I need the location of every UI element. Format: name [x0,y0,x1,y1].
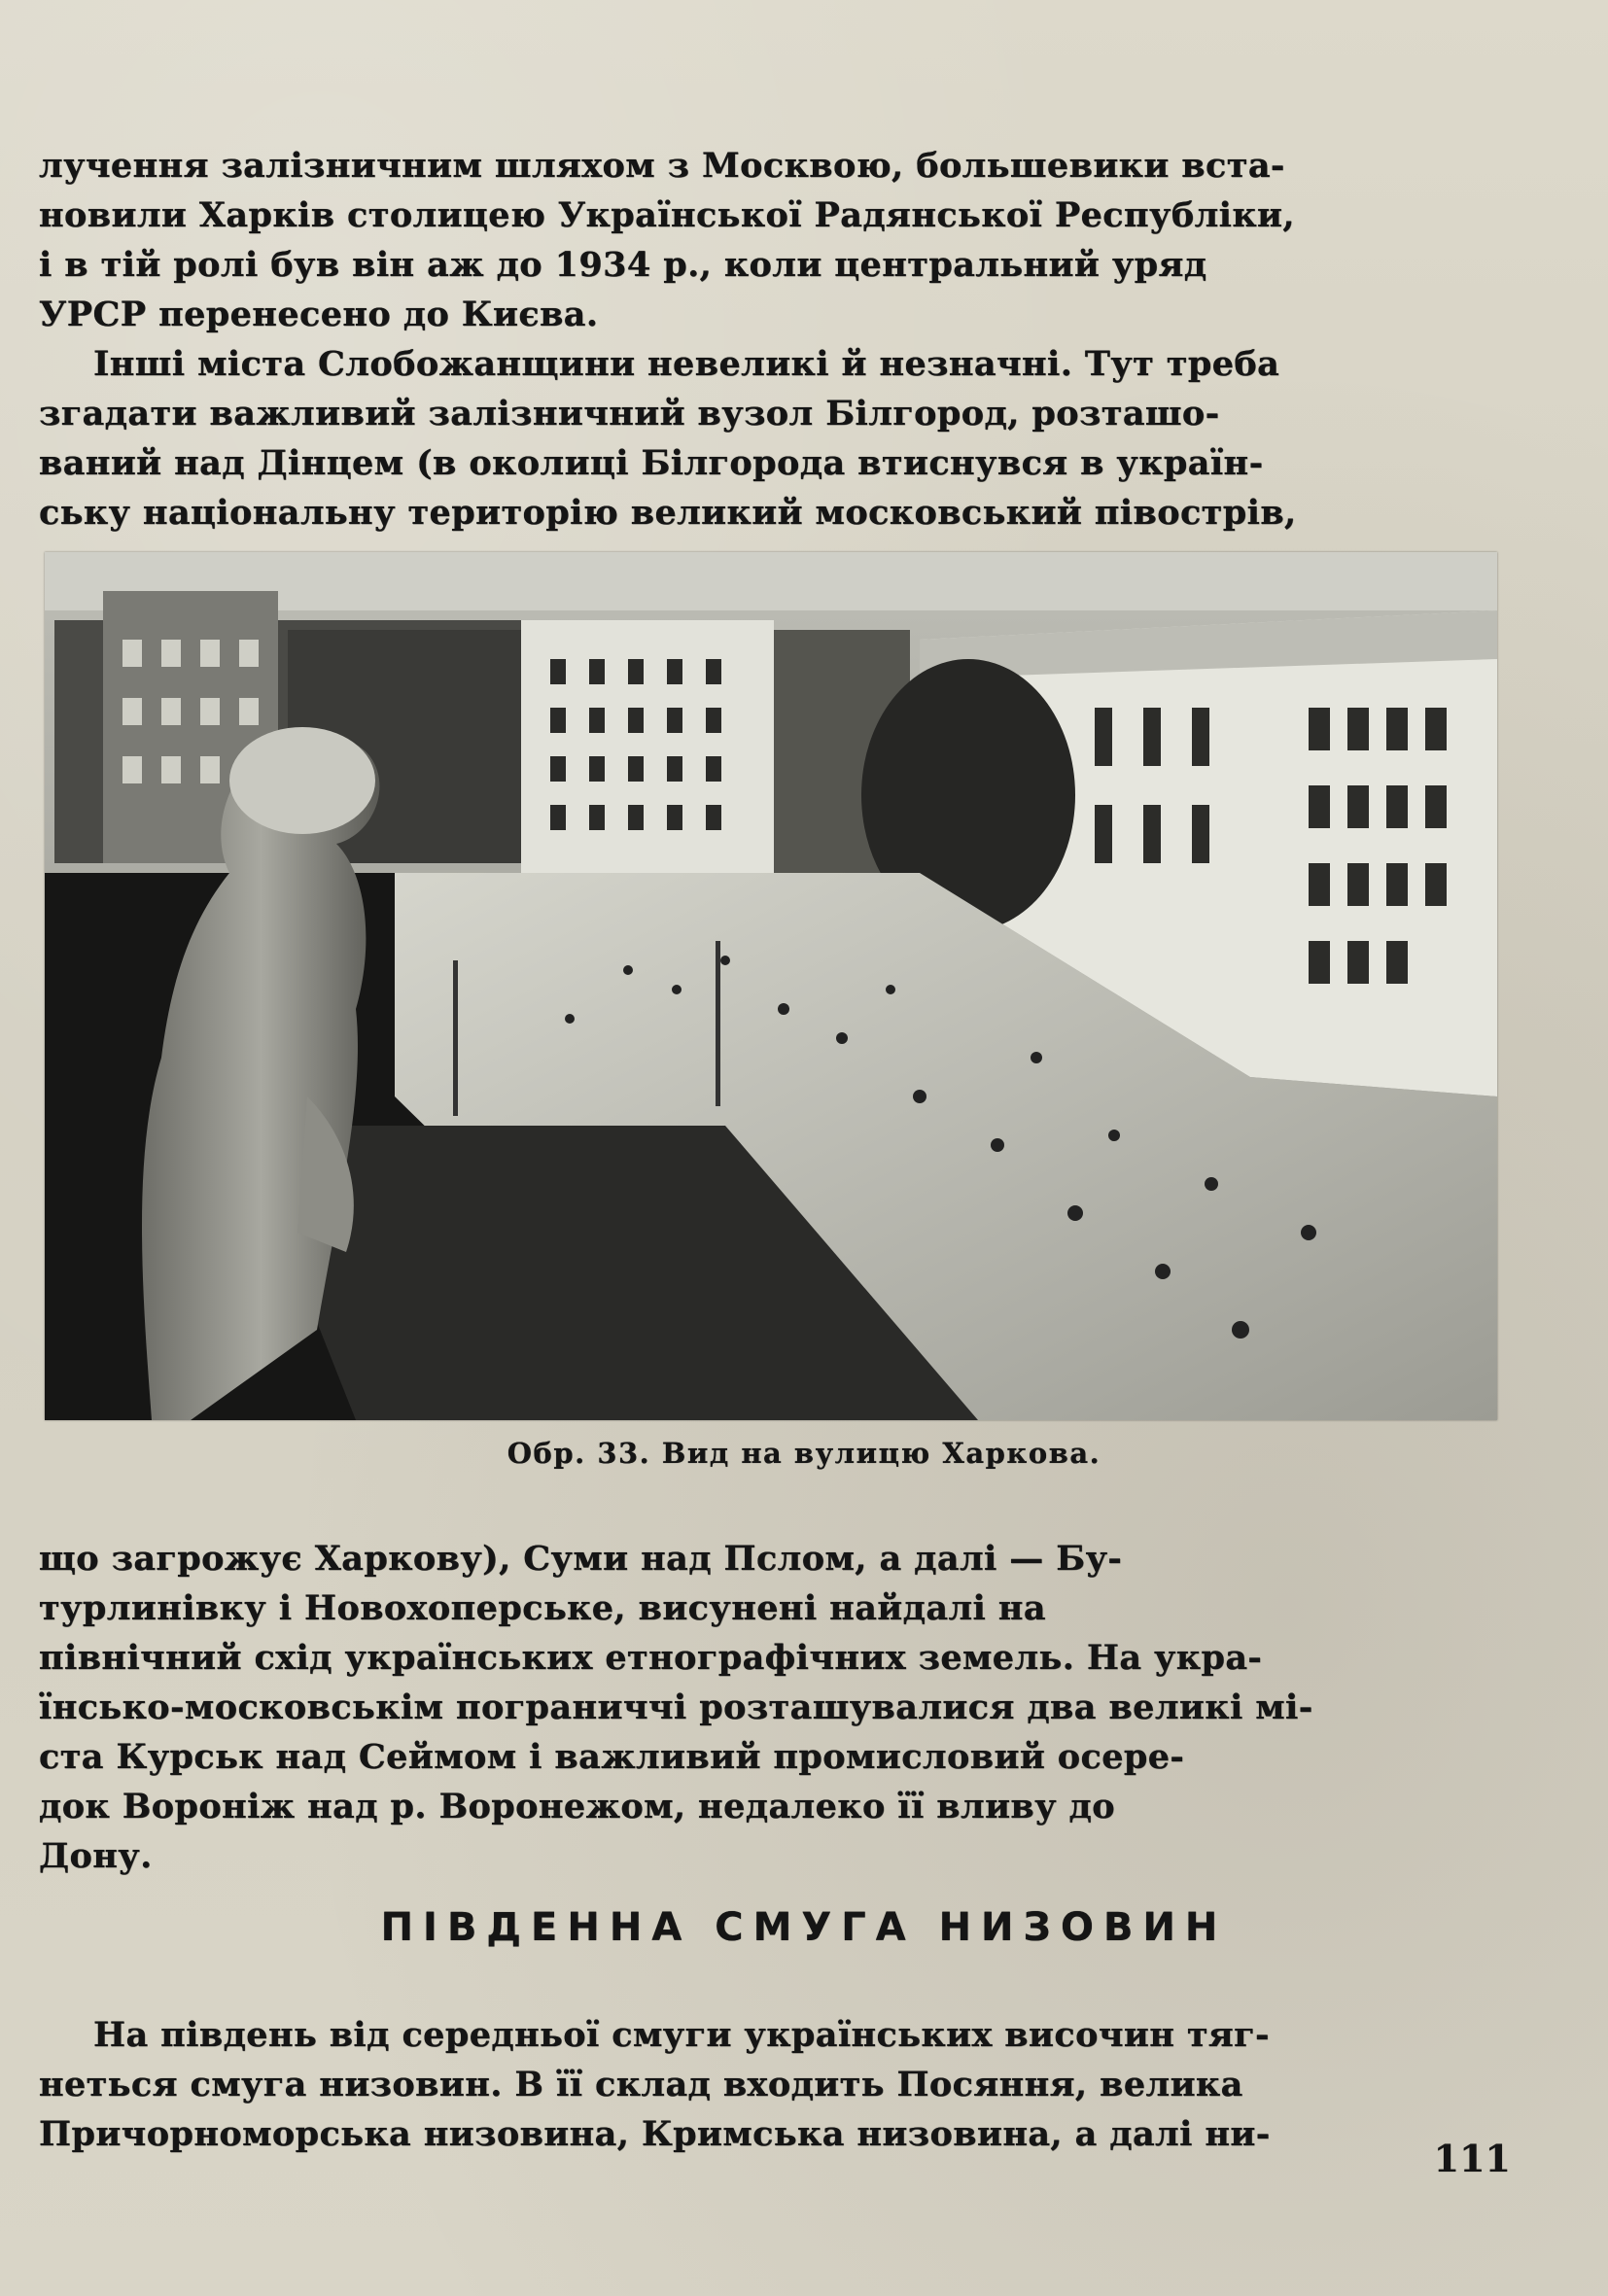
continuation-paragraph [39,1534,1497,1881]
text-line: згадати важливий залізничний вузол Білгород, розташо- [39,394,1220,434]
section-heading: ПІВДЕННА СМУГА НИЗОВИН [380,1905,1228,1950]
text-line: ську національну територію великий московський півострів, [39,493,1297,533]
text-line: Інші міста Слобожанщини невеликі й незначні. Тут треба [93,344,1280,384]
text-line: і в тій ролі був він аж до 1934 р., коли центральний уряд [39,245,1207,285]
section-paragraph [39,2010,1497,2159]
text-line: док Вороніж над р. Воронежом, недалеко її вливу до [39,1787,1116,1826]
text-line: лучення залізничним шляхом з Москвою, большевики вста- [39,146,1285,186]
text-line: УРСР перенесено до Києва. [39,295,599,334]
text-line: ста Курськ над Сеймом і важливий промисловий осере- [39,1737,1185,1777]
text-line: На південь від середньої смуги українських височин тяг- [93,2015,1270,2055]
text-line: Причорноморська низовина, Кримська низовина, а далі ни- [39,2114,1271,2154]
figure-caption: Обр. 33. Вид на вулицю Харкова. [507,1437,1101,1470]
photo-illustration [45,552,1497,1420]
text-line: північний схід українських етнографічних земель. На укра- [39,1638,1263,1678]
text-line: Дону. [39,1836,153,1876]
text-line: новили Харків столицею Української Радянської Республіки, [39,195,1295,235]
text-line: турлинівку і Новохоперське, висунені найдалі на [39,1588,1046,1628]
text-line: неться смуга низовин. В її склад входить Посяння, велика [39,2065,1243,2105]
text-line: їнсько-московськім пограниччі розташувалися два великі мі- [39,1687,1313,1727]
kharkiv-street-photo [45,552,1497,1420]
text-line: ваний над Дінцем (в околиці Білгорода втиснувся в україн- [39,443,1264,483]
top-paragraph [39,141,1497,538]
text-line: що загрожує Харкову), Суми над Пслом, а далі — Бу- [39,1539,1123,1579]
page-number: 111 [1433,2137,1511,2180]
